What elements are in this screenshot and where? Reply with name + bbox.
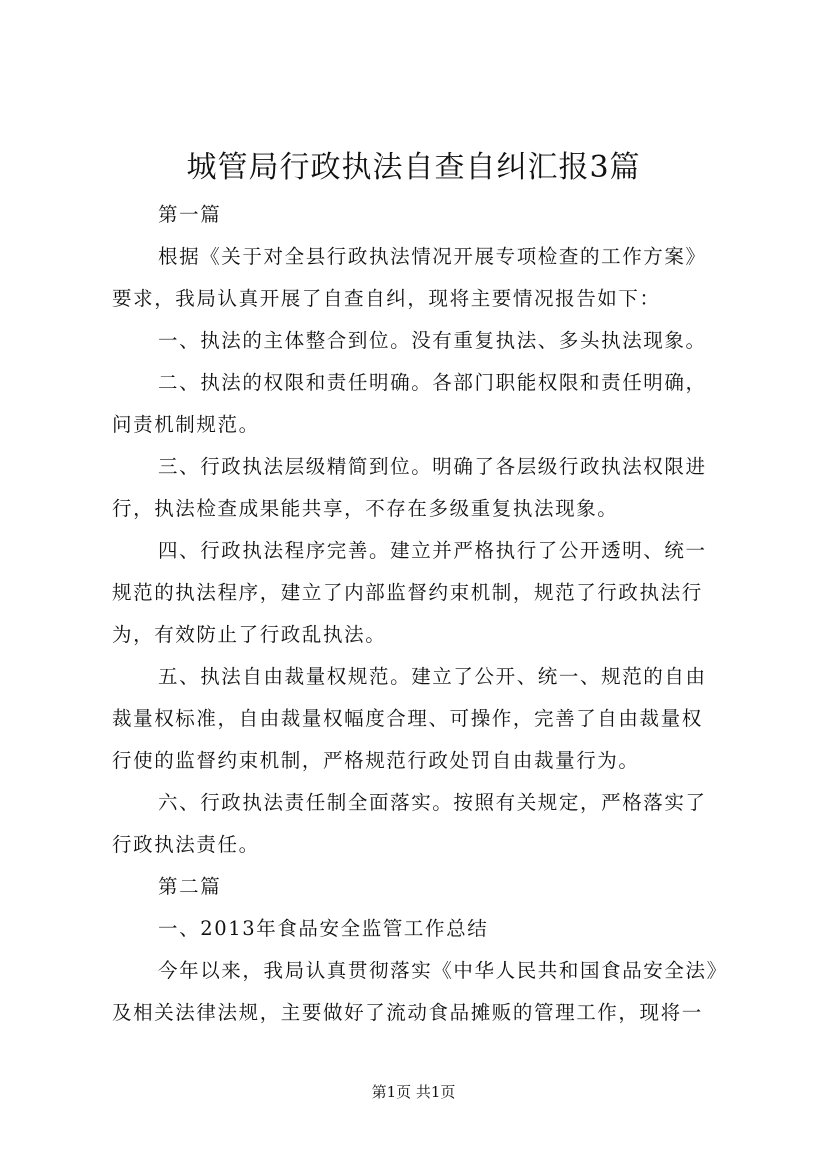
body-line: 根据《关于对全县行政执法情况开展专项检查的工作方案》 xyxy=(158,245,707,268)
section-heading-part-two: 第二篇 xyxy=(158,875,222,898)
body-line: 五、执法自由裁量权规范。建立了公开、统一、规范的自由 xyxy=(158,665,707,688)
page-footer: 第1页 共1页 xyxy=(371,1083,456,1101)
body-line: 行使的监督约束机制，严格规范行政处罚自由裁量行为。 xyxy=(112,749,640,772)
body-line: 行，执法检查成果能共享，不存在多级重复执法现象。 xyxy=(112,497,619,520)
body-line: 裁量权标准，自由裁量权幅度合理、可操作，完善了自由裁量权 xyxy=(112,707,703,730)
subsection-heading: 一、2013年食品安全监管工作总结 xyxy=(158,917,489,940)
body-line: 行政执法责任。 xyxy=(112,833,260,856)
body-line: 规范的执法程序，建立了内部监督约束机制，规范了行政执法行 xyxy=(112,581,703,604)
body-line: 六、行政执法责任制全面落实。按照有关规定，严格落实了 xyxy=(158,791,707,814)
body-line: 一、执法的主体整合到位。没有重复执法、多头执法现象。 xyxy=(158,329,707,352)
body-line: 四、行政执法程序完善。建立并严格执行了公开透明、统一 xyxy=(158,539,707,562)
document-title: 城管局行政执法自查自纠汇报3篇 xyxy=(186,150,641,185)
body-line: 为，有效防止了行政乱执法。 xyxy=(112,623,387,646)
body-line: 及相关法律法规，主要做好了流动食品摊贩的管理工作，现将一 xyxy=(112,1001,703,1024)
body-line: 今年以来，我局认真贯彻落实《中华人民共和国食品安全法》 xyxy=(158,959,728,982)
body-line: 要求，我局认真开展了自查自纠，现将主要情况报告如下： xyxy=(112,287,661,310)
body-line: 二、执法的权限和责任明确。各部门职能权限和责任明确， xyxy=(158,371,707,394)
section-heading-part-one: 第一篇 xyxy=(158,203,222,226)
body-line: 问责机制规范。 xyxy=(112,413,260,436)
body-line: 三、行政执法层级精简到位。明确了各层级行政执法权限进 xyxy=(158,455,707,478)
